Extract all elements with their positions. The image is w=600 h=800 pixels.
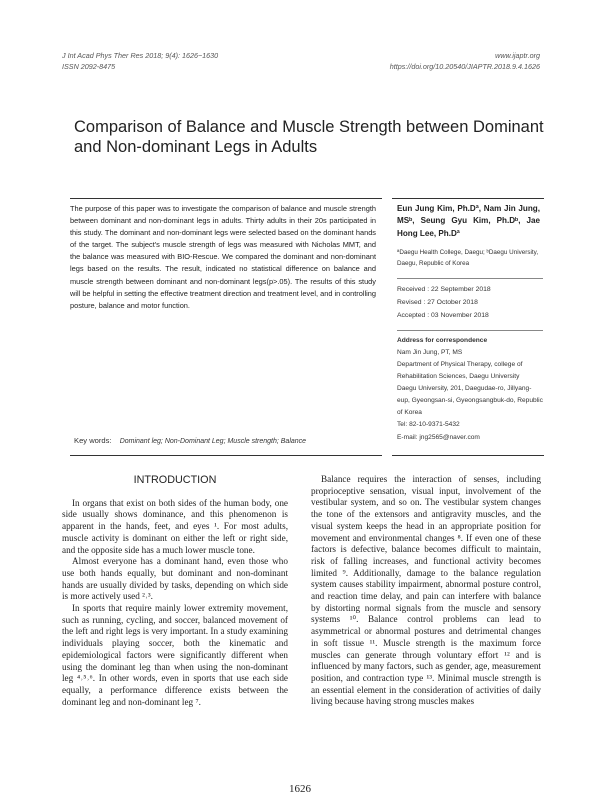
journal-header-left <box>62 50 218 72</box>
correspondence-line: Department of Physical Therapy, college of Rehabilitation Sciences, Daegu University <box>397 360 523 381</box>
correspondence-heading: Address for correspondence <box>397 336 488 344</box>
paragraph: Balance requires the interaction of senses, including proprioceptive sensation, visual input, involvement of the vestibular system, and so on. The vestibular system changes the tone of the extensors and antigravity muscles, and the visual system keeps the head in an appropriate position for movement and environmental changes ⁸. If even one of these factors is defective, balance becomes difficult to maintain, risk of falling increases, and functional activity becomes limited ⁹. Additionally, damage to the balance regulation system causes stability impairment, abnormal posture control, and reaction time delay, and pain can interfere with balance by distorting normal signals from the muscle and sensory systems ¹⁰. Balance control problems can lead to asymmetrical or abnormal postures and detrimental changes in soft tissue ¹¹. Muscle strength is the maximum force muscles can generate through voluntary effort ¹² and is influenced by many factors, such as gender, age, measurement position, and contraction type ¹³. Minimal muscle strength is an essential element in the consideration of activities of daily living because having strong muscles makes <box>311 474 541 707</box>
body-column-left <box>62 474 288 708</box>
journal-header-right <box>390 50 540 72</box>
keywords-value: Dominant leg; Non-Dominant Leg; Muscle strength; Balance <box>119 438 307 445</box>
received-date: Received : 22 September 2018 <box>397 286 491 294</box>
paper-title: Comparison of Balance and Muscle Strength between Dominant and Non-dominant Legs in Adults <box>74 118 544 156</box>
author-info-box <box>392 198 544 456</box>
revised-date: Revised : 27 October 2018 <box>397 299 478 307</box>
keywords <box>74 436 306 445</box>
correspondence-line: Daegu University, 201, Daegudae-ro, Jillyang-eup, Gyeongsan-si, Gyeongsangbuk-do, Republic of Korea <box>397 385 543 417</box>
journal-issn: ISSN 2092-8475 <box>62 62 116 71</box>
paragraph: Almost everyone has a dominant hand, even those who use both hands equally, but dominant and non-dominant hands are usually divided by tasks, depending on which side is more actively used ²˒³. <box>62 556 288 602</box>
correspondence-line: Nam Jin Jung, PT, MS <box>397 348 463 356</box>
journal-citation: J Int Acad Phys Ther Res 2018; 9(4): 1626~1630 <box>62 51 219 60</box>
correspondence-block <box>397 330 543 444</box>
accepted-date: Accepted : 03 November 2018 <box>397 312 489 319</box>
body-column-right <box>311 474 541 708</box>
abstract-text: The purpose of this paper was to investigate the comparison of balance and muscle strength between dominant and non-dominant legs in adults. Thirty adults in their 20s participated in this study. The dominant and non-dominant legs were selected based on the dominant hands of the target. The subject's muscle strength of legs was measured with Nicholas MMT, and the balance was measured with BIO-Rescue. We compared the dominant and non-dominant legs based on the results. The result, indicated no statistical difference on balance and muscle strength between dominant and non-dominant legs(p>.05). The results of this study will be helpful in setting the effective treatment direction and treatment level, and in controlling posture, balance and motor function. <box>70 204 376 310</box>
journal-website-link[interactable]: www.ijaptr.org <box>495 51 540 60</box>
keywords-label: Key words: <box>74 436 112 445</box>
abstract-box <box>70 198 382 456</box>
affiliation: ªDaegu Health College, Daegu; ᵇDaegu University, Daegu, Republic of Korea <box>397 249 539 267</box>
section-heading: INTRODUCTION <box>133 474 217 486</box>
author-list: Eun Jung Kim, Ph.Dª, Nam Jin Jung, MSᵇ, Seung Gyu Kim, Ph.Dᵇ, Jae Hong Lee, Ph.Dª <box>397 204 540 238</box>
correspondence-phone: Tel: 82-10-9371-5432 <box>397 421 460 429</box>
paragraph: In sports that require mainly lower extremity movement, such as running, cycling, and soccer, balanced movement of the left and right legs is very important. In a study examining individuals playing soccer, both the kinematic and epidemiological factors were significantly different when using the dominant leg than when using the non-dominant leg ⁴˒⁵˒⁶. In other words, even in sports that use each side equally, a performance difference exists between the dominant leg and non-dominant leg ⁷. <box>62 603 288 707</box>
doi-link[interactable]: https://doi.org/10.20540/JIAPTR.2018.9.4.1626 <box>389 62 540 71</box>
article-dates <box>397 278 543 322</box>
page-number: 1626 <box>289 783 311 795</box>
correspondence-email-link[interactable]: E-mail: jng2565@naver.com <box>397 433 480 441</box>
paragraph: In organs that exist on both sides of the human body, one side usually shows dominance, and this phenomenon is apparent in the hands, feet, and eyes ¹. For most adults, muscle activity is dominant on either the left or right side, and the opposite side has a much lower muscle tone. <box>62 497 288 555</box>
